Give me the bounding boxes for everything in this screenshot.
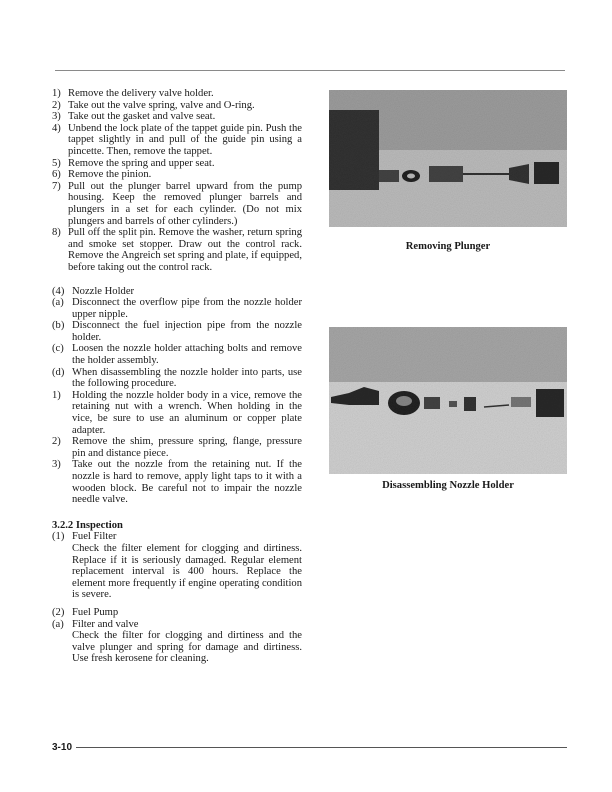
list-item: 5) Remove the spring and upper seat. bbox=[52, 157, 215, 169]
list-item: 1) Remove the delivery valve holder. bbox=[52, 88, 214, 99]
list-item: 8) Pull off the split pin. Remove the washer, return spring and smoke set stopper. Draw out the control rack. Remove the Angreich set spring and plate, if equipped, before taking out the control rack. bbox=[52, 227, 302, 273]
list-item: (c) Loosen the nozzle holder attaching bolts and remove the holder assembly. bbox=[52, 343, 302, 367]
list-item: (d) When disassembling the nozzle holder into parts, use the following procedure. bbox=[52, 366, 302, 390]
disassembly-steps bbox=[52, 88, 302, 274]
list-item: (b) Disconnect the fuel injection pipe from the nozzle holder. bbox=[52, 320, 302, 343]
paragraph: Check the filter element for clogging and dirtiness. Replace if it is seriously damaged. Regular element replacement interval is 400 hours. Replace the element more frequently if engine operating condition is severe. bbox=[72, 542, 302, 601]
footer-rule bbox=[76, 747, 567, 748]
paragraph: Check the filter for clogging and dirtiness and the valve plunger and spring for damage and dirtiness. Use fresh kerosene for cleaning. bbox=[72, 630, 302, 665]
list-item: 1) Holding the nozzle holder body in a vice, remove the retaining nut with a wrench. When holding in the vice, be sure to use an aluminum or copper plate adapter. bbox=[52, 389, 302, 436]
list-item: 2) Take out the valve spring, valve and O-ring. bbox=[52, 99, 255, 111]
list-item: 4) Unbend the lock plate of the tappet guide pin. Push the tappet slightly in and pull of the guide pin using a pincette. Then, remove the tappet. bbox=[52, 122, 302, 157]
list-item: 6) Remove the pinion. bbox=[52, 169, 152, 181]
list-item: 3) Take out the nozzle from the retaining nut. If the nozzle is hard to remove, apply light taps to it with a wooden block. Be careful not to impair the nozzle needle valve. bbox=[52, 459, 302, 506]
subsection-heading: (a) Filter and valve bbox=[52, 618, 139, 630]
section-heading: 3.2.2 Inspection bbox=[52, 519, 123, 531]
page-footer bbox=[52, 742, 567, 753]
main-text-column bbox=[52, 88, 302, 665]
subsection-heading: (2) Fuel Pump bbox=[52, 606, 119, 618]
list-item: 7) Pull out the plunger barrel upward from the pump housing. Keep the removed plunger barrels and plungers in a set for each cylinder. (Do not mix plungers and barrels of other cylinders.) bbox=[52, 180, 302, 227]
removing-plunger-photo bbox=[329, 90, 567, 227]
nozzle-holder-section bbox=[52, 286, 302, 506]
spacer bbox=[52, 506, 302, 518]
top-rule bbox=[55, 70, 565, 71]
figure-caption: Removing Plunger bbox=[405, 241, 491, 252]
inspection-section bbox=[52, 520, 302, 665]
figure-caption: Disassembling Nozzle Holder bbox=[382, 480, 514, 491]
spacer bbox=[52, 274, 302, 286]
list-item: 2) Remove the shim, pressure spring, flange, pressure pin and distance piece. bbox=[52, 436, 302, 459]
list-item: 3) Take out the gasket and valve seat. bbox=[52, 111, 216, 123]
page-number: 3-10 bbox=[52, 742, 73, 753]
subsection-heading: (1) Fuel Filter bbox=[52, 531, 117, 543]
nozzle-holder-photo bbox=[329, 327, 567, 474]
section-heading: (4) Nozzle Holder bbox=[52, 285, 135, 297]
list-item: (a) Disconnect the overflow pipe from the nozzle holder upper nipple. bbox=[52, 297, 302, 320]
